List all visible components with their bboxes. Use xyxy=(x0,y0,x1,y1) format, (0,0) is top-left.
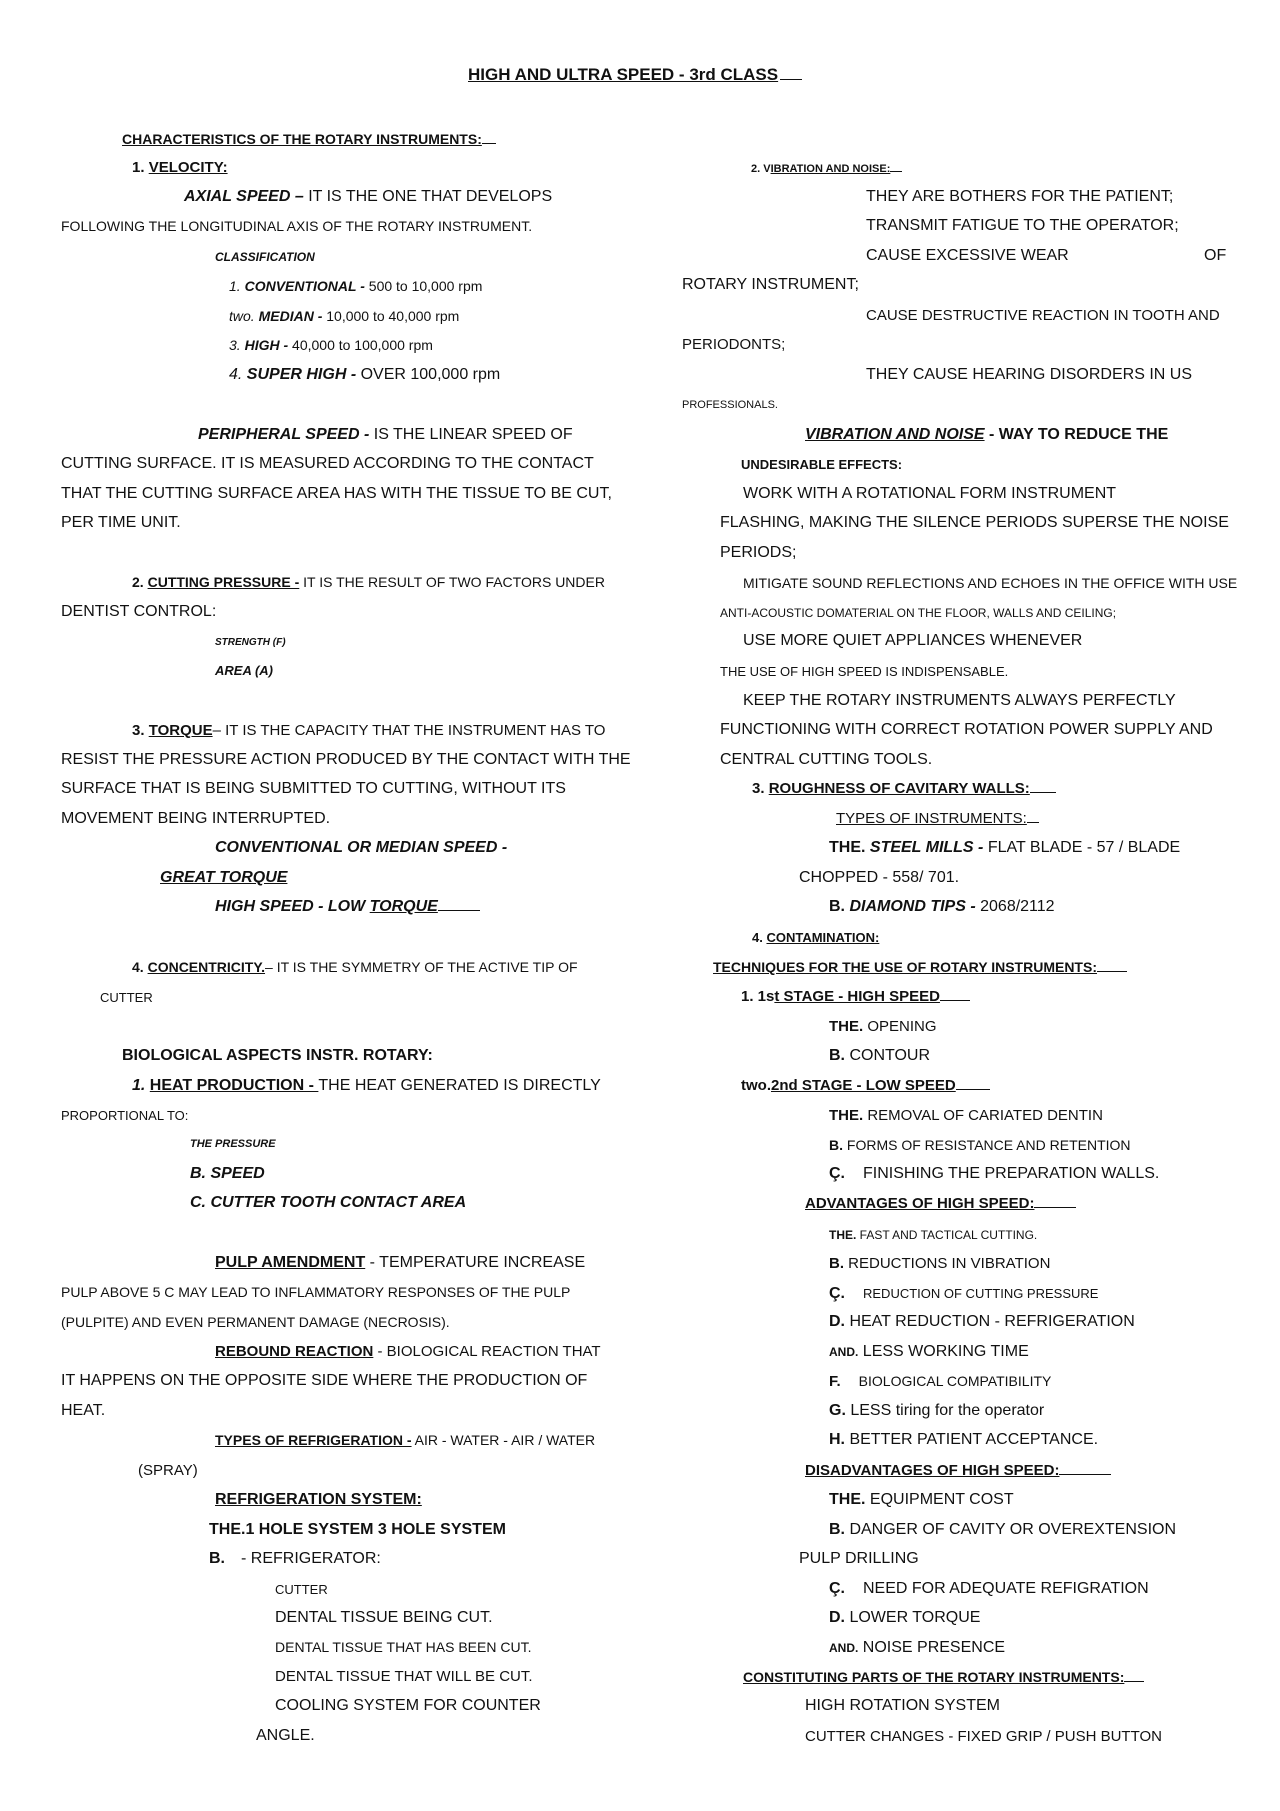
stage-1-number: 1. 1s xyxy=(741,988,775,1005)
underline-tail xyxy=(890,170,902,172)
pulp-amendment-label: PULP AMENDMENT xyxy=(215,1254,366,1271)
axial-speed-cont: FOLLOWING THE LONGITUDINAL AXIS OF THE ROTARY INSTRUMENT. xyxy=(61,218,533,234)
item-text: LESS tiring for the operator xyxy=(845,1402,1045,1419)
item-letter: F. xyxy=(829,1373,841,1390)
item-letter: AND. xyxy=(829,1345,859,1359)
reduce-item-3: USE MORE QUIET APPLIANCES WHENEVER xyxy=(743,632,1083,649)
steel-mills-label: STEEL MILLS - xyxy=(869,839,984,856)
biological-aspects-heading: BIOLOGICAL ASPECTS INSTR. ROTARY: xyxy=(122,1047,433,1064)
item-text: CONTOUR xyxy=(845,1047,931,1064)
torque-number: 3. xyxy=(132,722,149,739)
class-item-number: 3. xyxy=(229,337,245,353)
torque-cont-3: MOVEMENT BEING INTERRUPTED. xyxy=(61,810,331,827)
vibration-item-4: CAUSE DESTRUCTIVE REACTION IN TOOTH AND xyxy=(866,307,1220,324)
refrigerator-cutter: CUTTER xyxy=(275,1582,328,1597)
item-letter: Ç. xyxy=(829,1580,845,1597)
advantage-item-8 xyxy=(829,1432,1098,1448)
vibration-item-5: THEY CAUSE HEARING DISORDERS IN US xyxy=(866,366,1192,383)
vibration-item-2: TRANSMIT FATIGUE TO THE OPERATOR; xyxy=(866,217,1179,234)
torque-cont-2: SURFACE THAT IS BEING SUBMITTED TO CUTTING, WITHOUT ITS xyxy=(61,780,566,797)
underline-tail xyxy=(438,909,480,911)
item-text: REMOVAL OF CARIATED DENTIN xyxy=(863,1107,1103,1124)
rebound-reaction-line xyxy=(215,1344,601,1359)
underline-tail xyxy=(940,999,970,1001)
vibration-reduce-text: - WAY TO REDUCE THE xyxy=(984,426,1169,443)
item-letter: D. xyxy=(829,1609,845,1626)
advantages-heading-text: ADVANTAGES OF HIGH SPEED: xyxy=(805,1195,1035,1212)
roughness-number: 3. xyxy=(752,780,769,797)
item-letter: B. xyxy=(829,1137,843,1153)
item-text: NEED FOR ADEQUATE REFIGRATION xyxy=(863,1580,1149,1597)
constituting-parts-heading xyxy=(743,1670,1144,1684)
underline-tail xyxy=(1059,1473,1111,1475)
pulp-amendment-cont-2: (PULPITE) AND EVEN PERMANENT DAMAGE (NECROSIS). xyxy=(61,1314,450,1330)
class-item-label: MEDIAN - xyxy=(258,308,323,324)
velocity-heading xyxy=(132,160,228,175)
vibration-label: IBRATION AND NOISE: xyxy=(770,163,891,175)
diamond-tips-text: 2068/2112 xyxy=(975,898,1055,915)
cutting-pressure-line xyxy=(132,575,605,589)
heat-factor-contact-area: C. CUTTER TOOTH CONTACT AREA xyxy=(190,1194,467,1211)
heat-production-text: THE HEAT GENERATED IS DIRECTLY xyxy=(318,1077,601,1094)
peripheral-speed-label: PERIPHERAL SPEED - xyxy=(198,426,370,443)
pulp-amendment-line xyxy=(215,1255,585,1271)
refrigerator-item-4-cont: ANGLE. xyxy=(256,1727,315,1744)
advantage-item-2 xyxy=(829,1256,1050,1271)
advantages-heading xyxy=(805,1196,1076,1211)
class-item-value: 40,000 to 100,000 rpm xyxy=(288,337,433,353)
peripheral-speed-text: IS THE LINEAR SPEED OF xyxy=(369,426,573,443)
reduce-item-4: KEEP THE ROTARY INSTRUMENTS ALWAYS PERFECTLY xyxy=(743,692,1176,709)
item-text: LESS WORKING TIME xyxy=(858,1343,1029,1360)
underline-tail xyxy=(1027,821,1039,823)
item-letter: THE. xyxy=(829,1491,866,1508)
reduce-item-1-cont-2: PERIODS; xyxy=(720,544,797,561)
axial-speed-label: AXIAL SPEED – xyxy=(184,188,304,205)
title-underline-tail xyxy=(780,78,802,80)
page-title xyxy=(468,66,802,83)
reduce-item-1-cont-1: FLASHING, MAKING THE SILENCE PERIODS SUPERSE THE NOISE xyxy=(720,514,1229,531)
pulp-amendment-text: - TEMPERATURE INCREASE xyxy=(365,1254,586,1271)
hole-system-line: THE.1 HOLE SYSTEM 3 HOLE SYSTEM xyxy=(209,1521,506,1538)
steel-mills-letter: THE. xyxy=(829,839,870,856)
advantage-item-7 xyxy=(829,1403,1044,1419)
strength-label: STRENGTH (F) xyxy=(215,637,286,648)
constituting-parts-heading-text: CONSTITUTING PARTS OF THE ROTARY INSTRUMENTS: xyxy=(743,1669,1125,1685)
peripheral-speed-cont-3: PER TIME UNIT. xyxy=(61,514,181,531)
item-text: FINISHING THE PREPARATION WALLS. xyxy=(863,1165,1160,1182)
cutting-pressure-number: 2. xyxy=(132,574,148,590)
class-item-number: two. xyxy=(229,308,259,324)
high-speed-low-torque xyxy=(215,899,480,915)
underline-tail xyxy=(1030,791,1056,793)
item-text: FORMS OF RESISTANCE AND RETENTION xyxy=(843,1137,1131,1153)
constituting-part-1: HIGH ROTATION SYSTEM xyxy=(805,1697,1000,1714)
velocity-number: 1. xyxy=(132,159,149,176)
concentricity-number: 4. xyxy=(132,959,148,975)
disadvantage-item-2-cont: PULP DRILLING xyxy=(799,1550,919,1567)
advantage-item-3 xyxy=(829,1286,1098,1302)
advantage-item-5 xyxy=(829,1344,1029,1360)
vibration-noise-heading xyxy=(751,164,902,175)
steel-mills-text: FLAT BLADE - 57 / BLADE xyxy=(983,839,1181,856)
underline-tail xyxy=(1034,1206,1076,1208)
conventional-median-speed: CONVENTIONAL OR MEDIAN SPEED - xyxy=(215,839,508,856)
stage-2-heading xyxy=(741,1078,990,1093)
refrigerator-label: - REFRIGERATOR: xyxy=(241,1550,381,1567)
heat-production-cont: PROPORTIONAL TO: xyxy=(61,1108,189,1123)
stage-1-heading xyxy=(741,989,970,1004)
classification-label: CLASSIFICATION xyxy=(215,250,315,264)
disadvantages-heading xyxy=(805,1463,1111,1478)
roughness-label: ROUGHNESS OF CAVITARY WALLS: xyxy=(768,780,1030,797)
class-item-high xyxy=(229,338,433,352)
stage-2-label: 2nd STAGE - LOW SPEED xyxy=(771,1077,956,1094)
constituting-part-2: CUTTER CHANGES - FIXED GRIP / PUSH BUTTON xyxy=(805,1728,1162,1745)
rebound-reaction-text: - BIOLOGICAL REACTION THAT xyxy=(373,1343,601,1360)
stage-2-item-finishing xyxy=(829,1166,1159,1182)
disadvantage-item-2 xyxy=(829,1522,1176,1538)
concentricity-label: CONCENTRICITY. xyxy=(147,959,266,975)
refrigerator-item-2: DENTAL TISSUE THAT HAS BEEN CUT. xyxy=(275,1639,532,1655)
item-text: BIOLOGICAL COMPATIBILITY xyxy=(858,1373,1052,1389)
torque-cont-1: RESIST THE PRESSURE ACTION PRODUCED BY THE CONTACT WITH THE xyxy=(61,751,631,768)
item-letter: B. xyxy=(829,1521,845,1538)
vibration-item-4-cont: PERIODONTS; xyxy=(682,336,786,353)
stage-1-item-opening xyxy=(829,1019,937,1034)
item-letter: THE. xyxy=(829,1107,864,1124)
class-item-label: HIGH - xyxy=(244,337,289,353)
vibration-number: 2. V xyxy=(751,163,771,175)
reduce-item-4-cont-1: FUNCTIONING WITH CORRECT ROTATION POWER SUPPLY AND xyxy=(720,721,1213,738)
steel-mills-cont: CHOPPED - 558/ 701. xyxy=(799,869,960,886)
refrigerator-line xyxy=(209,1551,381,1567)
item-text: REDUCTION OF CUTTING PRESSURE xyxy=(863,1286,1099,1301)
steel-mills-line xyxy=(829,840,1180,856)
disadvantages-heading-text: DISADVANTAGES OF HIGH SPEED: xyxy=(805,1462,1060,1479)
class-item-median xyxy=(229,309,459,323)
class-item-number: 4. xyxy=(229,366,247,383)
heat-production-label: HEAT PRODUCTION - xyxy=(149,1077,319,1094)
class-item-value: 500 to 10,000 rpm xyxy=(364,278,483,294)
reduce-item-3-cont: THE USE OF HIGH SPEED IS INDISPENSABLE. xyxy=(720,664,1009,679)
item-letter: THE. xyxy=(829,1228,857,1242)
disadvantage-item-1 xyxy=(829,1492,1014,1508)
stage-1-item-contour xyxy=(829,1048,930,1064)
item-text: BETTER PATIENT ACCEPTANCE. xyxy=(845,1431,1099,1448)
vibration-reduce-line xyxy=(805,427,1168,443)
vibration-noise-label: VIBRATION AND NOISE xyxy=(805,426,985,443)
heat-factor-pressure: THE PRESSURE xyxy=(190,1138,276,1150)
diamond-tips-line xyxy=(829,899,1055,915)
torque-text: – IT IS THE CAPACITY THAT THE INSTRUMENT HAS TO xyxy=(212,722,606,739)
rebound-reaction-cont-2: HEAT. xyxy=(61,1402,106,1419)
heat-production-line xyxy=(132,1078,601,1094)
refrigerator-number: B. xyxy=(209,1550,225,1567)
velocity-label: VELOCITY: xyxy=(148,159,228,176)
item-letter: G. xyxy=(829,1402,846,1419)
reduce-item-1: WORK WITH A ROTATIONAL FORM INSTRUMENT xyxy=(743,485,1117,502)
diamond-tips-label: DIAMOND TIPS - xyxy=(849,898,976,915)
refrigerator-item-3: DENTAL TISSUE THAT WILL BE CUT. xyxy=(275,1668,533,1685)
cutting-pressure-text: IT IS THE RESULT OF TWO FACTORS UNDER xyxy=(299,574,605,590)
pulp-amendment-cont-1: PULP ABOVE 5 C MAY LEAD TO INFLAMMATORY RESPONSES OF THE PULP xyxy=(61,1284,571,1300)
great-torque: GREAT TORQUE xyxy=(160,869,288,886)
stage-2-item-removal xyxy=(829,1108,1103,1123)
refrigerator-item-4: COOLING SYSTEM FOR COUNTER xyxy=(275,1697,541,1714)
heat-factor-speed: B. SPEED xyxy=(190,1165,265,1182)
torque-label: TORQUE xyxy=(148,722,213,739)
item-letter: H. xyxy=(829,1431,845,1448)
types-of-instruments-label: TYPES OF INSTRUMENTS: xyxy=(836,810,1027,827)
disadvantage-item-3 xyxy=(829,1581,1149,1597)
disadvantage-item-5 xyxy=(829,1640,1005,1656)
reduce-item-2-cont: ANTI-ACOUSTIC DOMATERIAL ON THE FLOOR, WALLS AND CEILING; xyxy=(720,606,1117,620)
refrigerator-item-1: DENTAL TISSUE BEING CUT. xyxy=(275,1609,493,1626)
types-refrigeration-text: AIR - WATER - AIR / WATER xyxy=(411,1432,596,1448)
diamond-tips-letter: B. xyxy=(829,898,850,915)
item-text: OPENING xyxy=(863,1018,937,1035)
reduce-item-4-cont-2: CENTRAL CUTTING TOOLS. xyxy=(720,751,933,768)
item-text: REDUCTIONS IN VIBRATION xyxy=(844,1255,1051,1272)
heat-production-number: 1. xyxy=(132,1077,150,1094)
item-letter: AND. xyxy=(829,1641,859,1655)
disadvantage-item-4 xyxy=(829,1610,980,1626)
cutting-pressure-cont: DENTIST CONTROL: xyxy=(61,603,217,620)
vibration-item-1: THEY ARE BOTHERS FOR THE PATIENT; xyxy=(866,188,1174,205)
vibration-item-3: CAUSE EXCESSIVE WEAR xyxy=(866,247,1069,264)
peripheral-speed-line xyxy=(198,427,573,443)
underline-tail xyxy=(956,1088,990,1090)
types-refrigeration-label: TYPES OF REFRIGERATION - xyxy=(215,1432,412,1448)
axial-speed-text: IT IS THE ONE THAT DEVELOPS xyxy=(303,188,553,205)
item-letter: Ç. xyxy=(829,1285,845,1302)
area-label: AREA (A) xyxy=(215,663,274,678)
underline-tail xyxy=(1097,970,1127,972)
item-text: LOWER TORQUE xyxy=(845,1609,981,1626)
contamination-number: 4. xyxy=(752,930,767,945)
peripheral-speed-cont-2: THAT THE CUTTING SURFACE AREA HAS WITH THE TISSUE TO BE CUT, xyxy=(61,485,612,502)
low-torque-underlined: TORQUE xyxy=(369,898,438,915)
item-text: EQUIPMENT COST xyxy=(865,1491,1014,1508)
class-item-number: 1. xyxy=(229,278,245,294)
item-text: FAST AND TACTICAL CUTTING. xyxy=(856,1228,1038,1242)
high-speed-low-text: HIGH SPEED - LOW xyxy=(215,898,370,915)
roughness-heading xyxy=(752,781,1056,796)
characteristics-heading xyxy=(122,132,496,146)
class-item-label: SUPER HIGH - xyxy=(246,366,357,383)
underline-tail xyxy=(1124,1680,1144,1682)
torque-line xyxy=(132,723,605,738)
advantage-item-4 xyxy=(829,1314,1135,1330)
item-text: NOISE PRESENCE xyxy=(858,1639,1006,1656)
item-letter: Ç. xyxy=(829,1165,845,1182)
types-of-instruments xyxy=(836,811,1039,826)
contamination-heading xyxy=(752,931,879,944)
axial-speed-line xyxy=(184,189,552,205)
refrigeration-system-heading: REFRIGERATION SYSTEM: xyxy=(215,1491,422,1508)
stage-1-label: t STAGE - HIGH SPEED xyxy=(774,988,940,1005)
rebound-reaction-cont-1: IT HAPPENS ON THE OPPOSITE SIDE WHERE THE PRODUCTION OF xyxy=(61,1372,588,1389)
heading-underline-tail xyxy=(482,142,496,144)
stage-2-number: two. xyxy=(741,1077,771,1094)
reduce-item-2: MITIGATE SOUND REFLECTIONS AND ECHOES IN THE OFFICE WITH USE xyxy=(743,575,1238,591)
spray-text: (SPRAY) xyxy=(138,1462,198,1479)
rebound-reaction-label: REBOUND REACTION xyxy=(215,1343,374,1360)
advantage-item-6 xyxy=(829,1374,1051,1389)
class-item-super-high xyxy=(229,367,500,383)
techniques-heading-text: TECHNIQUES FOR THE USE OF ROTARY INSTRUMENTS: xyxy=(713,959,1097,975)
class-item-value: OVER 100,000 rpm xyxy=(356,366,501,383)
vibration-item-3-cont: ROTARY INSTRUMENT; xyxy=(682,276,859,293)
contamination-label: CONTAMINATION: xyxy=(766,930,880,945)
item-letter: THE. xyxy=(829,1018,864,1035)
item-letter: B. xyxy=(829,1255,844,1272)
types-refrigeration-line xyxy=(215,1433,595,1447)
stage-2-item-forms xyxy=(829,1138,1131,1152)
title-text: HIGH AND ULTRA SPEED - 3rd CLASS xyxy=(468,65,779,84)
peripheral-speed-cont-1: CUTTING SURFACE. IT IS MEASURED ACCORDING TO THE CONTACT xyxy=(61,455,594,472)
class-item-conventional xyxy=(229,279,482,293)
item-letter: B. xyxy=(829,1047,845,1064)
item-text: DANGER OF CAVITY OR OVEREXTENSION xyxy=(845,1521,1177,1538)
vibration-item-5-cont: PROFESSIONALS. xyxy=(682,399,778,411)
characteristics-heading-text: CHARACTERISTICS OF THE ROTARY INSTRUMENTS: xyxy=(122,131,482,147)
advantage-item-1 xyxy=(829,1229,1037,1241)
concentricity-text: – IT IS THE SYMMETRY OF THE ACTIVE TIP OF xyxy=(265,959,578,975)
item-text: HEAT REDUCTION - REFRIGERATION xyxy=(845,1313,1135,1330)
class-item-label: CONVENTIONAL - xyxy=(244,278,365,294)
class-item-value: 10,000 to 40,000 rpm xyxy=(322,308,460,324)
cutting-pressure-label: CUTTING PRESSURE - xyxy=(147,574,300,590)
vibration-item-3-of: OF xyxy=(1204,247,1227,264)
concentricity-line xyxy=(132,960,578,974)
undesirable-effects: UNDESIRABLE EFFECTS: xyxy=(741,457,903,472)
concentricity-cont: CUTTER xyxy=(100,990,153,1005)
techniques-heading xyxy=(713,960,1127,974)
item-letter: D. xyxy=(829,1313,845,1330)
